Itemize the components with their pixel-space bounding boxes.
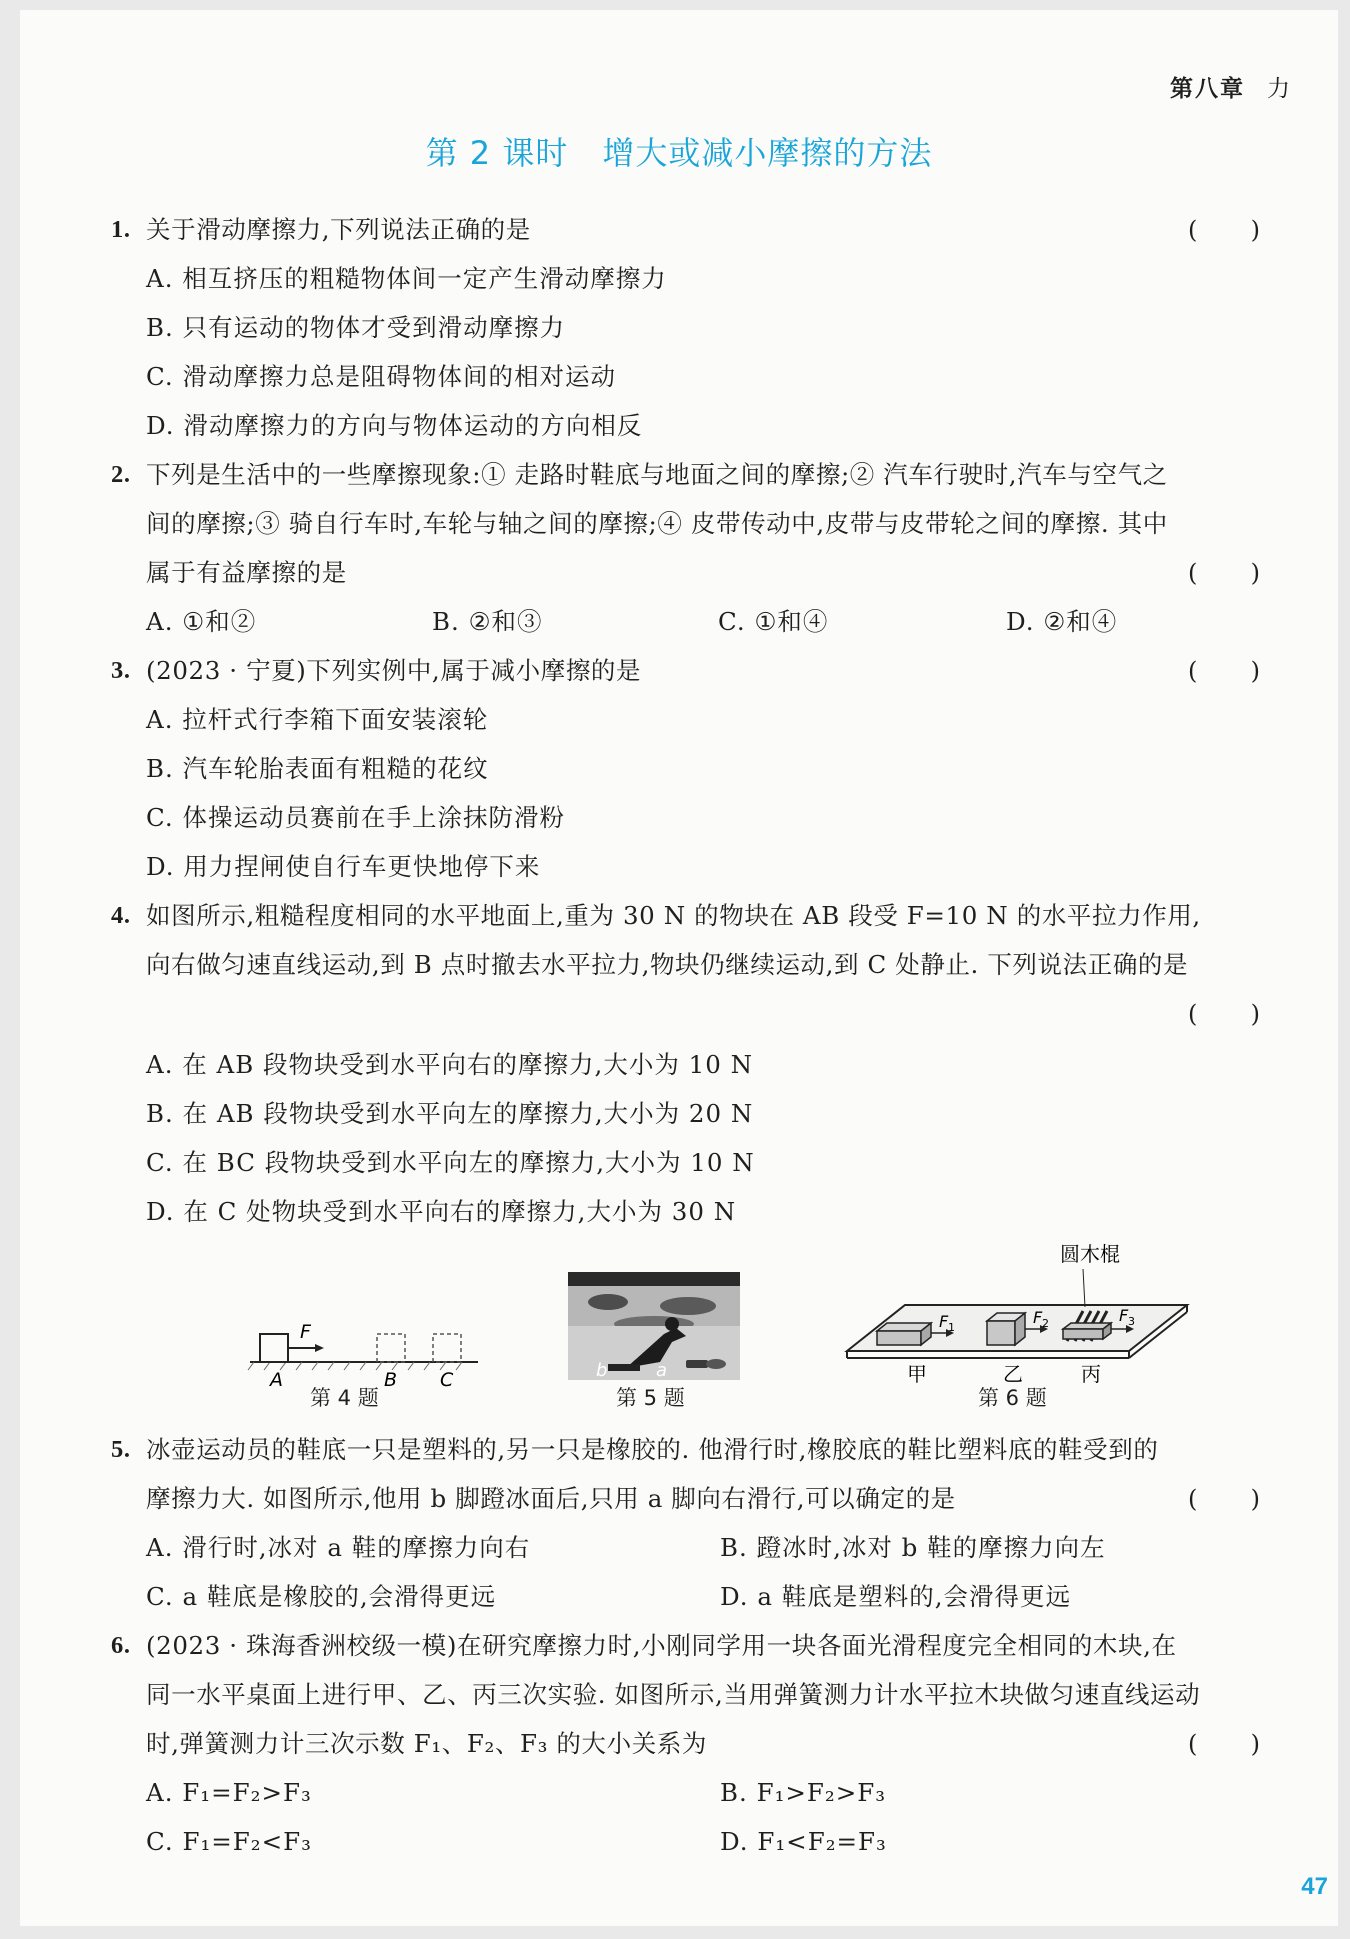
svg-text:1: 1 — [948, 1321, 955, 1334]
q4-option-b: B. 在 AB 段物块受到水平向左的摩擦力,大小为 20 N — [146, 1099, 754, 1128]
figure-6-caption: 第 6 题 — [978, 1386, 1047, 1410]
question-number: 6. — [111, 1632, 131, 1659]
question-5-line-1 — [111, 1435, 1159, 1465]
svg-text:A: A — [270, 1369, 283, 1390]
question-1-stem — [111, 215, 531, 245]
question-number: 2. — [111, 461, 131, 488]
svg-text:C: C — [440, 1369, 454, 1390]
figure-4-caption: 第 4 题 — [310, 1386, 379, 1410]
question-6-line-1 — [111, 1631, 1177, 1661]
rod-label: 圆木棍 — [1060, 1242, 1120, 1266]
q1-option-c: C. 滑动摩擦力总是阻碍物体间的相对运动 — [146, 362, 616, 391]
chapter-header — [1170, 70, 1292, 103]
answer-bracket[interactable]: ( ) — [1188, 657, 1260, 685]
q6-option-b: B. F₁>F₂>F₃ — [720, 1778, 887, 1807]
question-number: 5. — [111, 1436, 131, 1463]
lesson-number: 第 2 课时 — [425, 134, 569, 172]
svg-text:F: F — [1119, 1306, 1129, 1325]
svg-text:a: a — [656, 1360, 668, 1380]
figure-4-diagram — [220, 1310, 480, 1390]
svg-text:丙: 丙 — [1081, 1362, 1101, 1383]
question-3-stem — [111, 656, 642, 686]
question-number: 1. — [111, 216, 131, 243]
svg-text:F: F — [300, 1321, 311, 1343]
question-number: 4. — [111, 902, 131, 929]
answer-bracket[interactable]: ( ) — [1188, 1485, 1260, 1513]
q1-option-d: D. 滑动摩擦力的方向与物体运动的方向相反 — [146, 411, 643, 440]
question-2-line-2: 间的摩擦;③ 骑自行车时,车轮与轴之间的摩擦;④ 皮带传动中,皮带与皮带轮之间的摩擦. 其中 — [146, 509, 1168, 538]
question-text: 关于滑动摩擦力,下列说法正确的是 — [146, 215, 531, 244]
q5-option-d: D. a 鞋底是塑料的,会滑得更远 — [720, 1582, 1072, 1611]
question-2-line-1 — [111, 460, 1168, 490]
q5-option-a: A. 滑行时,冰对 a 鞋的摩擦力向右 — [146, 1533, 531, 1562]
q2-option-a: A. ①和② — [146, 607, 257, 636]
q3-option-c: C. 体操运动员赛前在手上涂抹防滑粉 — [146, 803, 565, 832]
q4-option-d: D. 在 C 处物块受到水平向右的摩擦力,大小为 30 N — [146, 1197, 737, 1226]
q1-option-a: A. 相互挤压的粗糙物体间一定产生滑动摩擦力 — [146, 264, 667, 293]
svg-text:F: F — [1033, 1308, 1043, 1327]
question-2-line-3: 属于有益摩擦的是 — [146, 558, 347, 587]
question-text: 下列是生活中的一些摩擦现象:① 走路时鞋底与地面之间的摩擦;② 汽车行驶时,汽车与空气之 — [146, 460, 1168, 489]
block — [260, 1334, 288, 1362]
svg-text:3: 3 — [1128, 1315, 1135, 1328]
answer-bracket[interactable]: ( ) — [1188, 1000, 1260, 1028]
page-number: 47 — [1301, 1873, 1328, 1900]
svg-text:F: F — [939, 1312, 949, 1331]
question-4-line-2: 向右做匀速直线运动,到 B 点时撤去水平拉力,物块仍继续运动,到 C 处静止. 下列说法正确的是 — [146, 950, 1189, 979]
question-text: 冰壶运动员的鞋底一只是塑料的,另一只是橡胶的. 他滑行时,橡胶底的鞋比塑料底的鞋受到的 — [146, 1435, 1159, 1464]
q3-option-d: D. 用力捏闸使自行车更快地停下来 — [146, 852, 541, 881]
question-6-line-3: 时,弹簧测力计三次示数 F₁、F₂、F₃ 的大小关系为 — [146, 1729, 708, 1758]
answer-bracket[interactable]: ( ) — [1188, 559, 1260, 587]
q3-option-a: A. 拉杆式行李箱下面安装滚轮 — [146, 705, 489, 734]
answer-bracket[interactable]: ( ) — [1188, 216, 1260, 244]
question-4-line-1 — [111, 901, 1201, 931]
figure-5-photo — [568, 1272, 740, 1380]
svg-text:乙: 乙 — [1003, 1362, 1023, 1383]
figure-6-diagram — [835, 1233, 1195, 1383]
question-number: 3. — [111, 657, 131, 684]
q6-option-a: A. F₁=F₂>F₃ — [146, 1778, 312, 1807]
svg-text:B: B — [384, 1369, 398, 1390]
q2-option-b: B. ②和③ — [432, 607, 543, 636]
question-text: (2023 · 宁夏)下列实例中,属于减小摩擦的是 — [146, 656, 642, 685]
force-arrow-icon — [315, 1344, 324, 1352]
question-6-line-2: 同一水平桌面上进行甲、乙、丙三次实验. 如图所示,当用弹簧测力计水平拉木块做匀速直线运动 — [146, 1680, 1201, 1709]
q3-option-b: B. 汽车轮胎表面有粗糙的花纹 — [146, 754, 489, 783]
chapter-subject: 力 — [1267, 76, 1292, 102]
q4-option-c: C. 在 BC 段物块受到水平向左的摩擦力,大小为 10 N — [146, 1148, 755, 1177]
q4-option-a: A. 在 AB 段物块受到水平向右的摩擦力,大小为 10 N — [146, 1050, 754, 1079]
textbook-page — [20, 10, 1338, 1926]
question-text: 如图所示,粗糙程度相同的水平地面上,重为 30 N 的物块在 AB 段受 F=10 N 的水平拉力作用, — [146, 901, 1201, 930]
chapter-name: 第八章 — [1170, 75, 1245, 102]
svg-text:b: b — [596, 1360, 608, 1380]
figure-5-caption: 第 5 题 — [616, 1386, 685, 1410]
question-5-line-2: 摩擦力大. 如图所示,他用 b 脚蹬冰面后,只用 a 脚向右滑行,可以确定的是 — [146, 1484, 956, 1513]
q5-option-b: B. 蹬冰时,冰对 b 鞋的摩擦力向左 — [720, 1533, 1106, 1562]
answer-bracket[interactable]: ( ) — [1188, 1730, 1260, 1758]
q2-option-d: D. ②和④ — [1006, 607, 1118, 636]
lesson-title — [20, 128, 1338, 174]
svg-text:2: 2 — [1042, 1317, 1049, 1330]
q2-option-c: C. ①和④ — [718, 607, 829, 636]
svg-text:甲: 甲 — [907, 1362, 927, 1383]
q5-option-c: C. a 鞋底是橡胶的,会滑得更远 — [146, 1582, 497, 1611]
q6-option-c: C. F₁=F₂<F₃ — [146, 1827, 312, 1856]
q6-option-d: D. F₁<F₂=F₃ — [720, 1827, 887, 1856]
lesson-topic: 增大或减小摩擦的方法 — [602, 134, 933, 172]
q1-option-b: B. 只有运动的物体才受到滑动摩擦力 — [146, 313, 566, 342]
question-text: (2023 · 珠海香洲校级一模)在研究摩擦力时,小刚同学用一块各面光滑程度完全相同的木块,在 — [146, 1631, 1177, 1660]
